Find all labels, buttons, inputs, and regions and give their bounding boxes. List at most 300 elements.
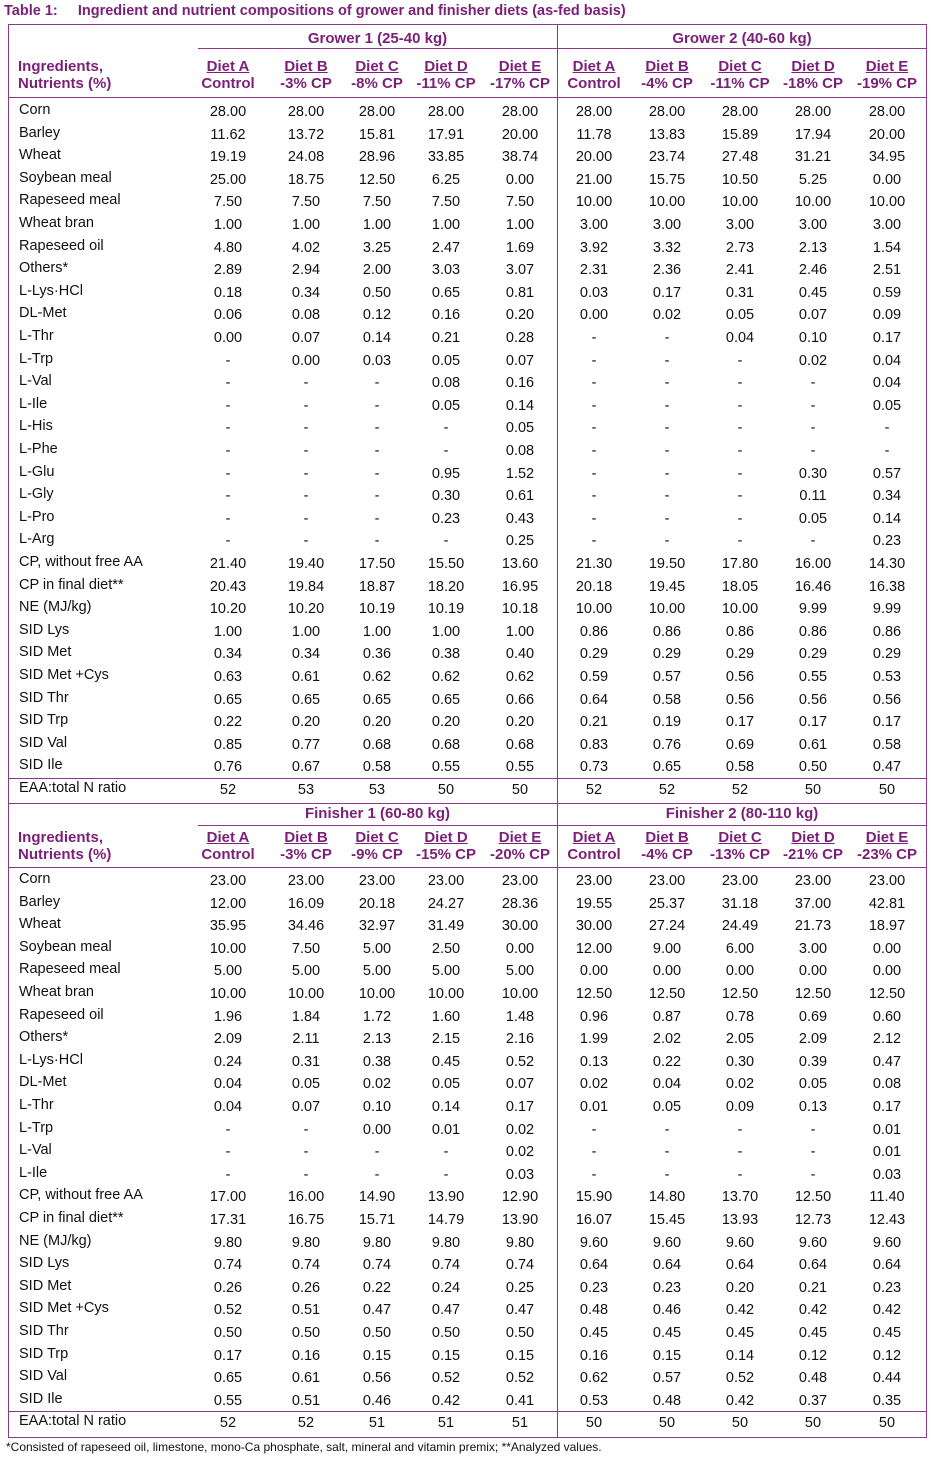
header-rule bbox=[8, 867, 927, 868]
table-cell: 0.74 bbox=[431, 1257, 461, 1274]
final-row-rule bbox=[8, 1411, 927, 1412]
table-cell: 19.40 bbox=[287, 556, 325, 572]
table-cell: 1.54 bbox=[872, 239, 902, 256]
table-cell: 50 bbox=[878, 782, 896, 798]
table-cell: 0.52 bbox=[505, 1053, 535, 1070]
table-cell: 0.52 bbox=[505, 1370, 535, 1387]
table-cell: 0.14 bbox=[505, 397, 535, 414]
table-cell: 0.44 bbox=[872, 1370, 902, 1387]
table-cell: 0.64 bbox=[798, 1257, 828, 1274]
column-header bbox=[558, 829, 630, 863]
column-diet-name: Diet D bbox=[424, 58, 468, 75]
column-cp-reduction: -21% CP bbox=[782, 846, 844, 863]
row-label: L-Lys·HCl bbox=[19, 282, 83, 299]
table-cell: 16.75 bbox=[287, 1212, 325, 1228]
row-label: L-His bbox=[19, 418, 53, 435]
table-cell: - bbox=[664, 397, 670, 414]
table-row bbox=[8, 191, 927, 214]
table-cell: 0.64 bbox=[872, 1257, 902, 1274]
table-cell: 0.31 bbox=[291, 1053, 321, 1070]
table-cell: 0.55 bbox=[213, 1392, 243, 1409]
table-cell: - bbox=[810, 420, 816, 437]
table-cell: 0.83 bbox=[579, 736, 609, 753]
table-cell: - bbox=[303, 397, 309, 414]
table-cell: 28.00 bbox=[575, 104, 613, 120]
table-cell: 0.87 bbox=[652, 1008, 682, 1025]
row-label: SID Val bbox=[19, 734, 68, 751]
table-cell: - bbox=[303, 533, 309, 550]
table-cell: - bbox=[225, 375, 231, 392]
column-header bbox=[410, 58, 482, 92]
group-underline bbox=[557, 825, 927, 826]
table-cell: 17.50 bbox=[358, 556, 396, 572]
row-label: SID Trp bbox=[19, 1345, 69, 1362]
table-cell: 2.05 bbox=[725, 1031, 755, 1048]
table-row bbox=[8, 417, 927, 440]
row-label: L-Pro bbox=[19, 508, 55, 525]
table-cell: 0.47 bbox=[362, 1302, 392, 1319]
table-cell: 52 bbox=[731, 782, 749, 798]
row-label: L-Thr bbox=[19, 328, 54, 344]
table-cell: 52 bbox=[585, 782, 603, 798]
table-cell: - bbox=[664, 1144, 670, 1161]
table-cell: 4.80 bbox=[213, 239, 243, 256]
table-cell: 0.57 bbox=[872, 465, 902, 482]
table-cell: 0.26 bbox=[291, 1279, 321, 1296]
table-cell: 0.23 bbox=[872, 1279, 902, 1296]
row-label: CP in final diet** bbox=[19, 576, 124, 593]
table-cell: - bbox=[303, 375, 309, 392]
table-cell: 0.59 bbox=[579, 669, 609, 685]
table-cell: 19.55 bbox=[575, 895, 613, 912]
row-label: Rapeseed meal bbox=[19, 192, 121, 209]
table-cell: 10.00 bbox=[209, 940, 247, 957]
table-cell: 0.04 bbox=[725, 330, 755, 346]
table-cell: 0.47 bbox=[872, 759, 902, 776]
table-cell: 0.02 bbox=[652, 307, 682, 324]
table-cell: 0.17 bbox=[798, 714, 828, 731]
table-cell: 0.22 bbox=[652, 1053, 682, 1070]
column-diet-name: Diet D bbox=[424, 829, 468, 846]
table-cell: 0.01 bbox=[431, 1121, 461, 1138]
table-cell: 0.42 bbox=[725, 1392, 755, 1409]
group-header: Grower 1 (25-40 kg) bbox=[307, 30, 448, 47]
table-cell: 0.05 bbox=[652, 1099, 682, 1115]
table-cell: 24.27 bbox=[427, 895, 465, 912]
table-cell: 9.60 bbox=[725, 1234, 755, 1251]
table-cell: 10.00 bbox=[575, 601, 613, 618]
table-cell: 13.60 bbox=[501, 556, 539, 572]
column-cp-reduction: -11% CP bbox=[416, 75, 476, 92]
table-cell: - bbox=[737, 420, 743, 437]
table-cell: 30.00 bbox=[501, 918, 539, 935]
table-cell: 23.00 bbox=[575, 873, 613, 889]
table-cell: 0.23 bbox=[431, 510, 461, 527]
table-row bbox=[8, 282, 927, 305]
table-cell: 0.16 bbox=[505, 375, 535, 392]
table-cell: 0.50 bbox=[362, 1325, 392, 1341]
row-label: SID Lys bbox=[19, 621, 70, 638]
row-label: Rapeseed meal bbox=[19, 961, 121, 978]
table-row bbox=[8, 1141, 927, 1164]
table-cell: 28.00 bbox=[501, 104, 539, 120]
table-cell: 6.25 bbox=[431, 171, 461, 188]
table-cell: 1.00 bbox=[213, 217, 243, 233]
table-cell: 0.61 bbox=[291, 669, 321, 685]
table-row bbox=[8, 689, 927, 712]
table-cell: 7.50 bbox=[213, 194, 243, 211]
table-cell: 20.00 bbox=[575, 149, 613, 166]
table-row bbox=[8, 870, 927, 893]
table-cell: 13.72 bbox=[287, 126, 325, 143]
table-cell: 10.00 bbox=[209, 986, 247, 1002]
table-cell: 3.07 bbox=[505, 262, 535, 279]
table-cell: 2.46 bbox=[798, 262, 828, 279]
final-row-rule bbox=[8, 778, 927, 779]
column-cp-reduction: -18% CP bbox=[782, 75, 844, 92]
table-cell: 18.05 bbox=[721, 578, 759, 595]
table-cell: 0.50 bbox=[431, 1325, 461, 1341]
row-label: L-Lys·HCl bbox=[19, 1051, 83, 1068]
table-cell: 0.50 bbox=[505, 1325, 535, 1341]
column-header bbox=[558, 58, 630, 92]
column-diet-name: Diet E bbox=[865, 58, 909, 75]
table-cell: 7.50 bbox=[291, 940, 321, 957]
table-cell: 3.00 bbox=[652, 217, 682, 233]
table-cell: 5.25 bbox=[798, 171, 828, 188]
column-diet-name: Diet B bbox=[645, 58, 689, 75]
table-cell: 0.21 bbox=[579, 714, 609, 731]
table-cell: 1.84 bbox=[291, 1008, 321, 1025]
table-cell: 0.00 bbox=[872, 940, 902, 957]
row-label: L-Ile bbox=[19, 1164, 48, 1181]
table-cell: 0.57 bbox=[652, 1370, 682, 1387]
table-cell: 0.07 bbox=[505, 352, 535, 369]
table-cell: - bbox=[443, 1166, 449, 1183]
table-cell: 0.19 bbox=[652, 714, 682, 731]
table-cell: 0.02 bbox=[505, 1121, 535, 1138]
column-diet-name: Diet B bbox=[645, 829, 689, 846]
table-cell: 28.00 bbox=[868, 104, 906, 120]
section-top-rule bbox=[8, 803, 927, 804]
table-cell: 10.00 bbox=[575, 194, 613, 211]
table-row bbox=[8, 1277, 927, 1300]
table-row bbox=[8, 372, 927, 395]
group-underline bbox=[557, 48, 927, 49]
table-row bbox=[8, 440, 927, 463]
table-cell: 0.68 bbox=[431, 736, 461, 753]
table-cell: 0.86 bbox=[725, 623, 755, 640]
table-cell: 0.00 bbox=[213, 330, 243, 346]
table-cell: 0.15 bbox=[362, 1347, 392, 1364]
table-cell: 2.89 bbox=[213, 262, 243, 279]
table-cell: 0.20 bbox=[431, 714, 461, 731]
row-label: L-Val bbox=[19, 373, 52, 390]
group-underline bbox=[198, 48, 557, 49]
table-cell: 51 bbox=[511, 1415, 529, 1432]
row-label: Corn bbox=[19, 102, 51, 118]
column-cp-reduction: -11% CP bbox=[710, 75, 770, 92]
table-cell: - bbox=[225, 352, 231, 369]
table-cell: 0.69 bbox=[798, 1008, 828, 1025]
table-cell: 0.81 bbox=[505, 284, 535, 301]
row-label: L-Arg bbox=[19, 531, 55, 548]
table-cell: 2.36 bbox=[652, 262, 682, 279]
table-row bbox=[8, 1051, 927, 1074]
row-label: Wheat bran bbox=[19, 215, 94, 231]
table-cell: 14.30 bbox=[868, 556, 906, 572]
table-row bbox=[8, 643, 927, 666]
table-row bbox=[8, 463, 927, 486]
table-cell: 0.50 bbox=[362, 284, 392, 301]
table-cell: - bbox=[664, 443, 670, 459]
table-cell: 38.74 bbox=[501, 149, 539, 166]
table-row bbox=[8, 1412, 927, 1435]
table-cell: 10.00 bbox=[721, 601, 759, 618]
row-label: SID Ile bbox=[19, 757, 63, 774]
table-cell: - bbox=[303, 1144, 309, 1161]
table-cell: 2.12 bbox=[872, 1031, 902, 1048]
table-cell: 0.29 bbox=[872, 646, 902, 663]
table-cell: 0.05 bbox=[872, 397, 902, 414]
table-cell: 0.08 bbox=[872, 1076, 902, 1093]
table-cell: - bbox=[225, 1144, 231, 1161]
table-cell: 0.08 bbox=[431, 375, 461, 392]
table-row bbox=[8, 1028, 927, 1051]
table-cell: 0.23 bbox=[872, 533, 902, 550]
column-cp-reduction: -4% CP bbox=[641, 846, 693, 863]
table-cell: 0.95 bbox=[431, 465, 461, 482]
table-cell: 12.43 bbox=[868, 1212, 906, 1228]
table-cell: 0.17 bbox=[505, 1099, 535, 1115]
table-cell: - bbox=[225, 1166, 231, 1183]
table-cell: 10.50 bbox=[721, 171, 759, 188]
table-cell: 0.17 bbox=[872, 1099, 902, 1115]
table-cell: 16.38 bbox=[868, 578, 906, 595]
table-cell: 0.01 bbox=[872, 1144, 902, 1161]
table-cell: 7.50 bbox=[431, 194, 461, 211]
table-cell: 0.04 bbox=[872, 375, 902, 392]
table-cell: 52 bbox=[297, 1415, 315, 1432]
table-cell: 28.36 bbox=[501, 895, 539, 912]
column-diet-name: Diet B bbox=[284, 829, 328, 846]
table-cell: 16.46 bbox=[794, 578, 832, 595]
table-cell: 0.43 bbox=[505, 510, 535, 527]
column-header bbox=[341, 58, 413, 92]
table-cell: 1.00 bbox=[362, 217, 392, 233]
table-cell: - bbox=[591, 488, 597, 505]
column-header bbox=[851, 58, 923, 92]
column-cp-reduction: -4% CP bbox=[641, 75, 693, 92]
table-cell: - bbox=[225, 443, 231, 459]
table-cell: 53 bbox=[297, 782, 315, 798]
row-label: SID Thr bbox=[19, 689, 69, 706]
table-row bbox=[8, 938, 927, 961]
table-row bbox=[8, 1232, 927, 1255]
table-cell: 0.17 bbox=[213, 1347, 243, 1364]
table-cell: 5.00 bbox=[362, 940, 392, 957]
table-cell: 0.20 bbox=[725, 1279, 755, 1296]
table-cell: 2.16 bbox=[505, 1031, 535, 1048]
table-cell: 0.34 bbox=[291, 284, 321, 301]
table-cell: 10.00 bbox=[501, 986, 539, 1002]
column-cp-reduction: -15% CP bbox=[415, 846, 477, 863]
table-row bbox=[8, 734, 927, 757]
table-cell: 18.97 bbox=[868, 918, 906, 935]
table-row bbox=[8, 1367, 927, 1390]
table-cell: 1.48 bbox=[505, 1008, 535, 1025]
column-cp-reduction: -17% CP bbox=[489, 75, 551, 92]
table-cell: - bbox=[225, 510, 231, 527]
table-cell: 5.00 bbox=[431, 963, 461, 980]
table-cell: 50 bbox=[804, 1415, 822, 1432]
table-cell: 0.77 bbox=[291, 736, 321, 753]
table-cell: 10.00 bbox=[721, 194, 759, 211]
table-cell: 0.68 bbox=[362, 736, 392, 753]
table-row bbox=[8, 350, 927, 373]
table-cell: 13.90 bbox=[501, 1212, 539, 1228]
table-cell: 2.31 bbox=[579, 262, 609, 279]
table-cell: 0.03 bbox=[872, 1166, 902, 1183]
table-row bbox=[8, 893, 927, 916]
table-cell: 0.17 bbox=[725, 714, 755, 731]
group-header: Finisher 2 (80-110 kg) bbox=[665, 805, 819, 822]
table-row bbox=[8, 756, 927, 779]
row-label: L-Phe bbox=[19, 441, 58, 457]
table-cell: 0.22 bbox=[213, 714, 243, 731]
table-cell: 28.00 bbox=[794, 104, 832, 120]
table-cell: 33.85 bbox=[427, 149, 465, 166]
table-cell: 2.41 bbox=[725, 262, 755, 279]
column-diet-name: Diet A bbox=[572, 829, 616, 846]
row-label: L-Thr bbox=[19, 1097, 54, 1113]
table-cell: 0.25 bbox=[505, 1279, 535, 1296]
table-cell: 0.15 bbox=[652, 1347, 682, 1364]
table-cell: 11.62 bbox=[210, 126, 246, 143]
column-cp-reduction: -9% CP bbox=[351, 846, 403, 863]
table-row bbox=[8, 146, 927, 169]
table-cell: 0.69 bbox=[725, 736, 755, 753]
column-diet-name: Diet C bbox=[718, 58, 762, 75]
column-header bbox=[777, 829, 849, 863]
table-cell: 7.50 bbox=[291, 194, 321, 211]
table-cell: - bbox=[737, 1121, 743, 1138]
table-cell: 50 bbox=[437, 782, 455, 798]
table-cell: 0.00 bbox=[362, 1121, 392, 1138]
table-row bbox=[8, 576, 927, 599]
table-cell: - bbox=[664, 488, 670, 505]
table-cell: 23.74 bbox=[648, 149, 686, 166]
table-cell: 0.00 bbox=[505, 940, 535, 957]
table-row bbox=[8, 214, 927, 237]
table-cell: 0.02 bbox=[505, 1144, 535, 1161]
table-cell: 0.03 bbox=[579, 284, 609, 301]
table-cell: 13.90 bbox=[427, 1189, 465, 1206]
table-cell: 0.42 bbox=[872, 1302, 902, 1319]
table-cell: 1.00 bbox=[431, 217, 461, 233]
table-cell: - bbox=[810, 375, 816, 392]
table-cell: 0.65 bbox=[431, 284, 461, 301]
table-cell: 19.84 bbox=[287, 578, 325, 595]
row-label: CP, without free AA bbox=[19, 554, 143, 570]
table-cell: 0.51 bbox=[291, 1302, 321, 1319]
table-cell: 4.02 bbox=[291, 239, 321, 256]
table-cell: 23.00 bbox=[794, 873, 832, 889]
table-row bbox=[8, 711, 927, 734]
table-cell: 2.13 bbox=[798, 239, 828, 256]
table-cell: 0.50 bbox=[213, 1325, 243, 1341]
table-cell: 2.02 bbox=[652, 1031, 682, 1048]
table-cell: 18.75 bbox=[287, 171, 325, 188]
column-diet-name: Diet A bbox=[206, 829, 250, 846]
table-cell: 28.00 bbox=[721, 104, 759, 120]
table-row bbox=[8, 666, 927, 689]
table-cell: 0.01 bbox=[579, 1099, 609, 1115]
column-header bbox=[270, 829, 342, 863]
table-cell: 0.20 bbox=[291, 714, 321, 731]
row-label: Barley bbox=[19, 124, 61, 141]
table-row bbox=[8, 237, 927, 260]
table-cell: 2.09 bbox=[798, 1031, 828, 1048]
row-label: Barley bbox=[19, 893, 61, 910]
row-label: CP, without free AA bbox=[19, 1187, 143, 1204]
table-cell: 35.95 bbox=[209, 918, 247, 935]
table-cell: 9.80 bbox=[431, 1234, 461, 1251]
table-cell: 0.61 bbox=[798, 736, 828, 753]
table-cell: 2.47 bbox=[431, 239, 461, 256]
table-cell: 0.53 bbox=[872, 669, 902, 685]
table-cell: - bbox=[810, 1166, 816, 1183]
table-cell: 0.20 bbox=[505, 714, 535, 731]
table-cell: - bbox=[591, 375, 597, 392]
group-underline bbox=[198, 825, 557, 826]
table-cell: - bbox=[374, 488, 380, 505]
table-row bbox=[8, 1322, 927, 1345]
table-row bbox=[8, 779, 927, 802]
table-cell: 0.36 bbox=[362, 646, 392, 663]
table-cell: - bbox=[737, 375, 743, 392]
table-cell: 12.50 bbox=[721, 986, 759, 1002]
table-cell: 28.96 bbox=[358, 149, 396, 166]
table-cell: 20.00 bbox=[501, 126, 539, 143]
table-cell: 1.00 bbox=[213, 623, 243, 640]
table-row bbox=[8, 598, 927, 621]
table-cell: 0.21 bbox=[431, 330, 461, 346]
table-cell: 1.52 bbox=[505, 465, 535, 482]
table-cell: 0.74 bbox=[291, 1257, 321, 1274]
table-cell: 0.00 bbox=[505, 171, 535, 188]
table-cell: - bbox=[664, 1166, 670, 1183]
table-cell: 17.80 bbox=[721, 556, 759, 572]
table-title: Table 1: Ingredient and nutrient compositions of grower and finisher diets (as-fed basis) bbox=[4, 3, 626, 19]
table-cell: 20.18 bbox=[358, 895, 396, 912]
column-diet-name: Diet B bbox=[284, 58, 328, 75]
table-cell: 2.50 bbox=[431, 940, 461, 957]
table-cell: - bbox=[225, 397, 231, 414]
table-row bbox=[8, 1186, 927, 1209]
table-cell: 0.76 bbox=[213, 759, 243, 776]
table-cell: - bbox=[374, 397, 380, 414]
row-label: Wheat bran bbox=[19, 984, 94, 1000]
table-cell: 3.00 bbox=[798, 217, 828, 233]
column-diet-name: Diet D bbox=[791, 58, 835, 75]
table-cell: 3.03 bbox=[431, 262, 461, 279]
table-cell: 0.61 bbox=[291, 1370, 321, 1387]
table-cell: 0.86 bbox=[798, 623, 828, 640]
table-cell: - bbox=[884, 420, 890, 437]
column-header bbox=[484, 829, 556, 863]
table-cell: - bbox=[591, 465, 597, 482]
